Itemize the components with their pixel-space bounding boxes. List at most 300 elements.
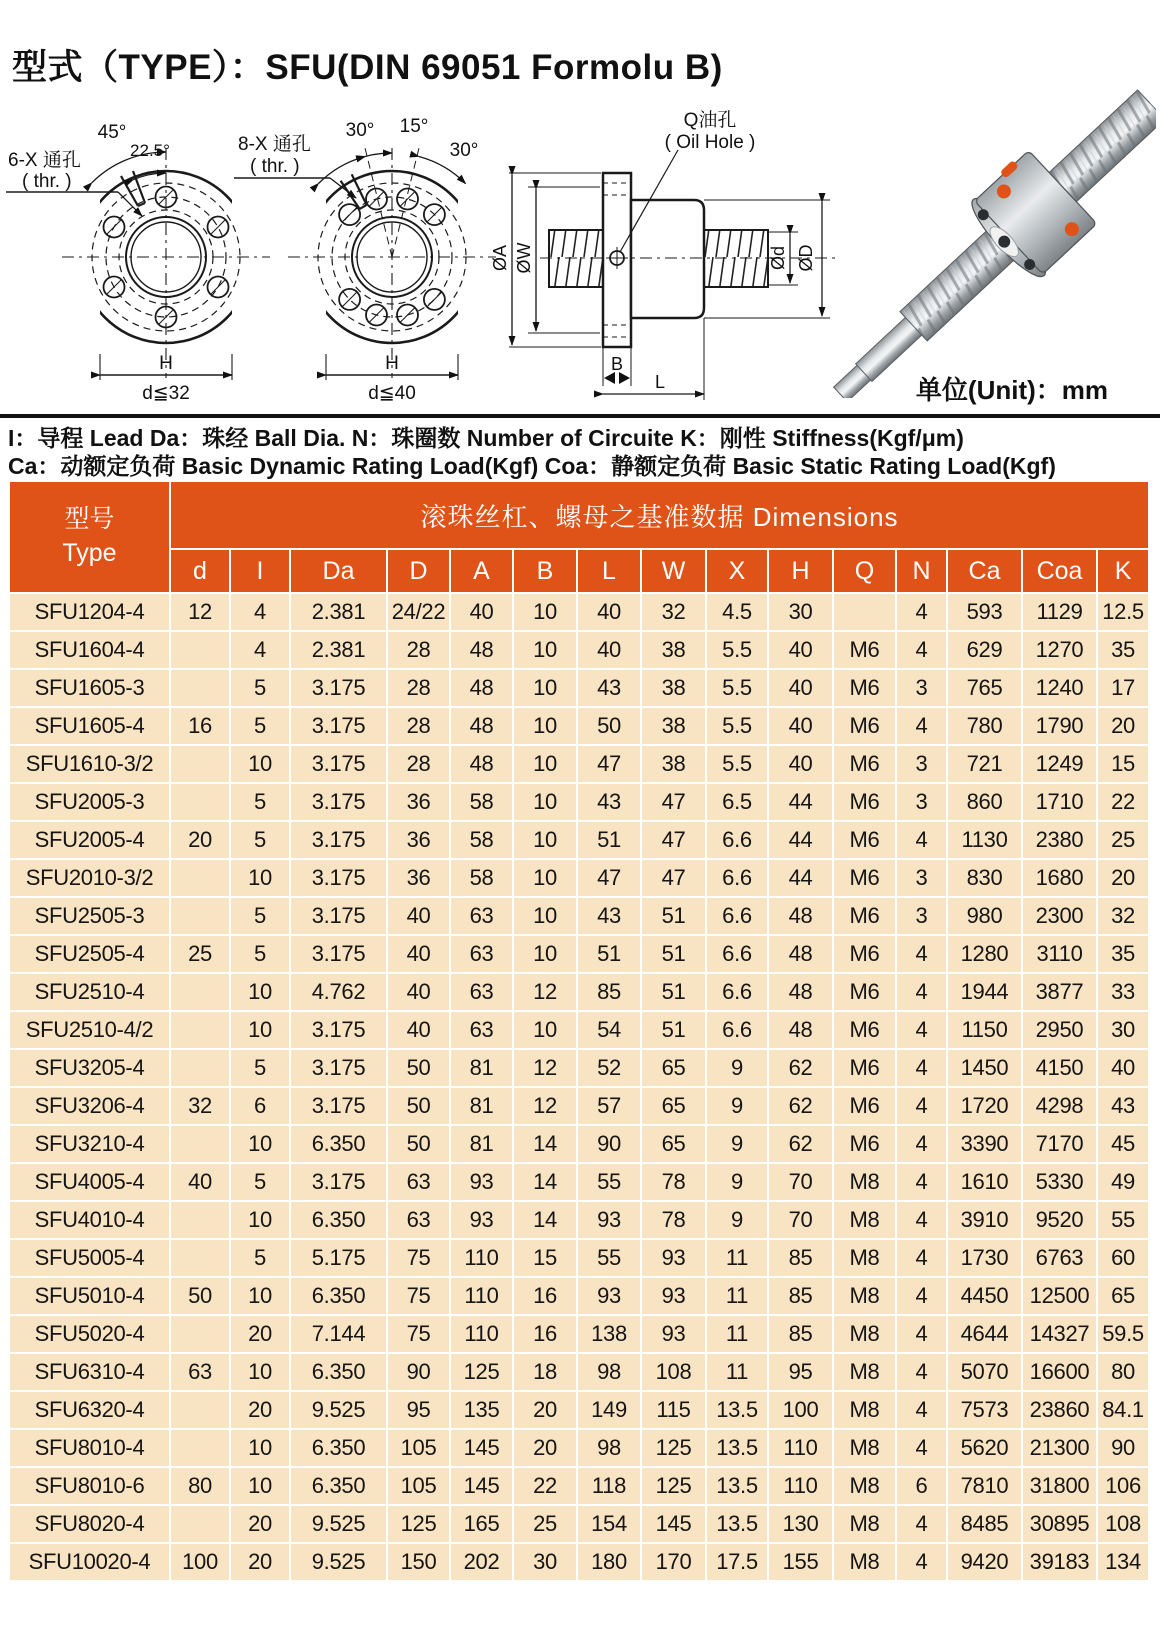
model-cell: SFU5005-4	[10, 1240, 171, 1278]
value-cell: 125	[451, 1354, 514, 1392]
value-cell: 5.5	[707, 708, 769, 746]
value-cell: 11	[707, 1240, 769, 1278]
flange-8hole-drawing	[234, 148, 496, 380]
model-cell: SFU1605-4	[10, 708, 171, 746]
value-cell: 24/22	[388, 594, 451, 632]
value-cell: 43	[1098, 1088, 1150, 1126]
d-cell	[171, 860, 231, 898]
value-cell: 5	[231, 708, 291, 746]
section-dim-l-label: L	[654, 372, 666, 392]
value-cell: 2300	[1023, 898, 1098, 936]
value-cell	[834, 594, 897, 632]
value-cell: 4	[897, 1240, 948, 1278]
value-cell: 4	[897, 594, 948, 632]
value-cell: 105	[388, 1430, 451, 1468]
table-row	[10, 1544, 1150, 1582]
value-cell: 85	[769, 1316, 834, 1354]
model-cell: SFU1610-3/2	[10, 746, 171, 784]
section-dim-a-label: ØA	[490, 244, 510, 272]
flange6-diameter-note: d≦32	[142, 383, 190, 404]
value-cell: 93	[642, 1316, 707, 1354]
value-cell: 2.381	[291, 632, 388, 670]
value-cell: M8	[834, 1430, 897, 1468]
value-cell: 55	[578, 1240, 642, 1278]
value-cell: 3.175	[291, 784, 388, 822]
value-cell: 43	[578, 898, 642, 936]
model-cell: SFU2505-4	[10, 936, 171, 974]
value-cell: 47	[578, 860, 642, 898]
value-cell: 7573	[948, 1392, 1023, 1430]
d-cell: 63	[171, 1354, 231, 1392]
model-cell: SFU2005-3	[10, 784, 171, 822]
value-cell: 30	[769, 594, 834, 632]
model-cell: SFU8010-6	[10, 1468, 171, 1506]
table-row	[10, 974, 1150, 1012]
value-cell: 2380	[1023, 822, 1098, 860]
value-cell: M8	[834, 1316, 897, 1354]
column-header-k: K	[1098, 550, 1150, 594]
d-cell: 12	[171, 594, 231, 632]
value-cell: 65	[642, 1126, 707, 1164]
column-header-a: A	[451, 550, 514, 594]
value-cell: 4	[897, 1316, 948, 1354]
value-cell: 20	[1098, 860, 1150, 898]
model-cell: SFU2505-3	[10, 898, 171, 936]
value-cell: 3	[897, 670, 948, 708]
value-cell: 11	[707, 1278, 769, 1316]
value-cell: 4	[897, 1278, 948, 1316]
value-cell: 12	[514, 974, 578, 1012]
value-cell: 1790	[1023, 708, 1098, 746]
value-cell: 3110	[1023, 936, 1098, 974]
value-cell: 170	[642, 1544, 707, 1582]
value-cell: 47	[642, 784, 707, 822]
value-cell: 51	[578, 822, 642, 860]
value-cell: 55	[1098, 1202, 1150, 1240]
value-cell: 155	[769, 1544, 834, 1582]
value-cell: 30	[1098, 1012, 1150, 1050]
column-header-d: d	[171, 550, 231, 594]
value-cell: 3.175	[291, 822, 388, 860]
value-cell: 6	[897, 1468, 948, 1506]
value-cell: 93	[642, 1240, 707, 1278]
value-cell: 55	[578, 1164, 642, 1202]
value-cell: 63	[451, 1012, 514, 1050]
value-cell: 165	[451, 1506, 514, 1544]
model-cell: SFU2005-4	[10, 822, 171, 860]
value-cell: 1150	[948, 1012, 1023, 1050]
model-cell: SFU1605-3	[10, 670, 171, 708]
value-cell: 70	[769, 1164, 834, 1202]
d-cell: 16	[171, 708, 231, 746]
value-cell: 43	[578, 670, 642, 708]
value-cell: 51	[642, 1012, 707, 1050]
value-cell: M6	[834, 860, 897, 898]
value-cell: 7170	[1023, 1126, 1098, 1164]
column-header-x: X	[707, 550, 769, 594]
value-cell: 3.175	[291, 1088, 388, 1126]
value-cell: 90	[578, 1126, 642, 1164]
value-cell: 106	[1098, 1468, 1150, 1506]
model-cell: SFU4005-4	[10, 1164, 171, 1202]
value-cell: 40	[769, 746, 834, 784]
value-cell: 1129	[1023, 594, 1098, 632]
value-cell: 6.6	[707, 898, 769, 936]
value-cell: 78	[642, 1202, 707, 1240]
value-cell: 70	[769, 1202, 834, 1240]
table-row	[10, 1126, 1150, 1164]
value-cell: 5	[231, 1240, 291, 1278]
value-cell: 3.175	[291, 670, 388, 708]
value-cell: 9520	[1023, 1202, 1098, 1240]
value-cell: 3.175	[291, 860, 388, 898]
value-cell: 629	[948, 632, 1023, 670]
value-cell: M8	[834, 1506, 897, 1544]
value-cell: 4150	[1023, 1050, 1098, 1088]
model-cell: SFU10020-4	[10, 1544, 171, 1582]
value-cell: 5620	[948, 1430, 1023, 1468]
value-cell: 3390	[948, 1126, 1023, 1164]
value-cell: 105	[388, 1468, 451, 1506]
value-cell: 3910	[948, 1202, 1023, 1240]
value-cell: 20	[514, 1430, 578, 1468]
value-cell: 48	[769, 936, 834, 974]
value-cell: 50	[578, 708, 642, 746]
value-cell: 6	[231, 1088, 291, 1126]
value-cell: 4.5	[707, 594, 769, 632]
value-cell: 1280	[948, 936, 1023, 974]
value-cell: 98	[578, 1430, 642, 1468]
value-cell: 44	[769, 784, 834, 822]
value-cell: 10	[231, 974, 291, 1012]
divider	[0, 414, 1160, 418]
value-cell: 110	[451, 1316, 514, 1354]
value-cell: 10	[514, 594, 578, 632]
value-cell: 5.5	[707, 670, 769, 708]
value-cell: 4	[897, 936, 948, 974]
value-cell: 38	[642, 708, 707, 746]
column-letters-row	[10, 550, 1150, 594]
section-dim-d-small-label: Ød	[768, 245, 788, 271]
value-cell: 108	[1098, 1506, 1150, 1544]
value-cell: M8	[834, 1392, 897, 1430]
value-cell: 75	[388, 1316, 451, 1354]
value-cell: 145	[451, 1430, 514, 1468]
flange6-callout-sub-label: ( thr. )	[22, 171, 72, 192]
model-cell: SFU1204-4	[10, 594, 171, 632]
model-cell: SFU1604-4	[10, 632, 171, 670]
value-cell: 6.350	[291, 1354, 388, 1392]
value-cell: 125	[642, 1430, 707, 1468]
value-cell: 4	[897, 1544, 948, 1582]
value-cell: 18	[514, 1354, 578, 1392]
value-cell: 13.5	[707, 1506, 769, 1544]
value-cell: 765	[948, 670, 1023, 708]
value-cell: 40	[578, 594, 642, 632]
value-cell: 93	[642, 1278, 707, 1316]
value-cell: 52	[578, 1050, 642, 1088]
value-cell: 1730	[948, 1240, 1023, 1278]
value-cell: 1710	[1023, 784, 1098, 822]
value-cell: 48	[451, 670, 514, 708]
d-cell: 40	[171, 1164, 231, 1202]
ballscrew-photo	[804, 86, 1160, 406]
value-cell: 57	[578, 1088, 642, 1126]
value-cell: 85	[769, 1240, 834, 1278]
value-cell: M6	[834, 898, 897, 936]
value-cell: 202	[451, 1544, 514, 1582]
value-cell: 78	[642, 1164, 707, 1202]
value-cell: 150	[388, 1544, 451, 1582]
value-cell: 9	[707, 1202, 769, 1240]
d-cell	[171, 1012, 231, 1050]
value-cell: 110	[451, 1278, 514, 1316]
value-cell: 9	[707, 1088, 769, 1126]
value-cell: 38	[642, 670, 707, 708]
dimensions-table	[10, 482, 1150, 1582]
value-cell: 4	[897, 1088, 948, 1126]
value-cell: 65	[642, 1050, 707, 1088]
value-cell: 12	[514, 1050, 578, 1088]
value-cell: 93	[451, 1164, 514, 1202]
value-cell: 35	[1098, 632, 1150, 670]
value-cell: 5	[231, 1050, 291, 1088]
value-cell: 28	[388, 746, 451, 784]
value-cell: 6.5	[707, 784, 769, 822]
value-cell: M8	[834, 1278, 897, 1316]
flange8-angle-right-label: 30°	[449, 140, 479, 161]
value-cell: 43	[578, 784, 642, 822]
value-cell: 40	[388, 936, 451, 974]
value-cell: 10	[514, 670, 578, 708]
section-dim-b-label: B	[610, 354, 624, 374]
value-cell: 25	[514, 1506, 578, 1544]
value-cell: 4.762	[291, 974, 388, 1012]
value-cell: 2950	[1023, 1012, 1098, 1050]
value-cell: 13.5	[707, 1430, 769, 1468]
value-cell: 6.350	[291, 1468, 388, 1506]
value-cell: 4	[231, 632, 291, 670]
column-header-da: Da	[291, 550, 388, 594]
d-cell	[171, 1506, 231, 1544]
value-cell: 28	[388, 708, 451, 746]
value-cell: 32	[1098, 898, 1150, 936]
value-cell: 1680	[1023, 860, 1098, 898]
d-cell	[171, 1392, 231, 1430]
value-cell: M6	[834, 936, 897, 974]
value-cell: 63	[451, 898, 514, 936]
value-cell: 4298	[1023, 1088, 1098, 1126]
value-cell: 4	[897, 1506, 948, 1544]
table-row	[10, 594, 1150, 632]
type-column-header	[10, 482, 171, 594]
value-cell: 85	[769, 1278, 834, 1316]
value-cell: 154	[578, 1506, 642, 1544]
value-cell: 1450	[948, 1050, 1023, 1088]
value-cell: 3.175	[291, 746, 388, 784]
value-cell: M6	[834, 1126, 897, 1164]
unit-label: 单位(Unit)：mm	[915, 375, 1108, 405]
value-cell: 10	[514, 860, 578, 898]
value-cell: 10	[231, 746, 291, 784]
value-cell: 98	[578, 1354, 642, 1392]
table-row	[10, 1164, 1150, 1202]
table-row	[10, 746, 1150, 784]
model-cell: SFU2510-4/2	[10, 1012, 171, 1050]
value-cell: 28	[388, 632, 451, 670]
flange8-diameter-note: d≦40	[368, 383, 416, 404]
value-cell: 1610	[948, 1164, 1023, 1202]
type-column-header-en: Type	[62, 539, 117, 567]
value-cell: 12500	[1023, 1278, 1098, 1316]
model-cell: SFU3206-4	[10, 1088, 171, 1126]
value-cell: 5330	[1023, 1164, 1098, 1202]
value-cell: 860	[948, 784, 1023, 822]
table-row	[10, 1202, 1150, 1240]
value-cell: 10	[514, 746, 578, 784]
technical-drawings	[0, 86, 1160, 406]
value-cell: 47	[642, 860, 707, 898]
value-cell: 5	[231, 784, 291, 822]
value-cell: 22	[1098, 784, 1150, 822]
value-cell: 93	[451, 1202, 514, 1240]
value-cell: 15	[1098, 746, 1150, 784]
value-cell: 14	[514, 1164, 578, 1202]
table-row	[10, 860, 1150, 898]
value-cell: 50	[388, 1050, 451, 1088]
value-cell: 62	[769, 1126, 834, 1164]
column-header-ca: Ca	[948, 550, 1023, 594]
value-cell: 40	[388, 898, 451, 936]
value-cell: 5070	[948, 1354, 1023, 1392]
table-body	[10, 594, 1150, 1582]
value-cell: 15	[514, 1240, 578, 1278]
value-cell: M6	[834, 974, 897, 1012]
value-cell: 3877	[1023, 974, 1098, 1012]
value-cell: 134	[1098, 1544, 1150, 1582]
model-cell: SFU3210-4	[10, 1126, 171, 1164]
value-cell: 3	[897, 784, 948, 822]
value-cell: 6.6	[707, 860, 769, 898]
value-cell: 108	[642, 1354, 707, 1392]
value-cell: 54	[578, 1012, 642, 1050]
value-cell: 118	[578, 1468, 642, 1506]
value-cell: 6763	[1023, 1240, 1098, 1278]
column-header-w: W	[642, 550, 707, 594]
value-cell: 48	[769, 898, 834, 936]
d-cell: 20	[171, 822, 231, 860]
value-cell: 3.175	[291, 936, 388, 974]
d-cell	[171, 1126, 231, 1164]
table-row	[10, 822, 1150, 860]
value-cell: 75	[388, 1240, 451, 1278]
value-cell: 20	[514, 1392, 578, 1430]
value-cell: 4	[897, 974, 948, 1012]
value-cell: 4	[897, 632, 948, 670]
value-cell: 780	[948, 708, 1023, 746]
table-row	[10, 1278, 1150, 1316]
value-cell: 14	[514, 1126, 578, 1164]
flange8-width-label: H	[385, 353, 399, 374]
value-cell: 20	[1098, 708, 1150, 746]
value-cell: 20	[231, 1506, 291, 1544]
value-cell: 60	[1098, 1240, 1150, 1278]
section-dim-w-label: ØW	[514, 242, 534, 274]
section-oil-callout-sub-label: ( Oil Hole )	[664, 132, 756, 153]
table-row	[10, 670, 1150, 708]
value-cell: 50	[388, 1126, 451, 1164]
value-cell: 40	[769, 708, 834, 746]
value-cell: 7.144	[291, 1316, 388, 1354]
value-cell: 3.175	[291, 1012, 388, 1050]
value-cell: 16600	[1023, 1354, 1098, 1392]
model-cell: SFU5020-4	[10, 1316, 171, 1354]
value-cell: 40	[1098, 1050, 1150, 1088]
legend	[8, 424, 1158, 480]
d-cell	[171, 670, 231, 708]
value-cell: 58	[451, 784, 514, 822]
value-cell: 3.175	[291, 708, 388, 746]
d-cell	[171, 1050, 231, 1088]
column-header-n: N	[897, 550, 948, 594]
value-cell: 65	[1098, 1278, 1150, 1316]
value-cell: 36	[388, 860, 451, 898]
legend-line-1: I：导程 Lead Da：珠经 Ball Dia. N：珠圈数 Number of Circuite K：刚性 Stiffness(Kgf/μm)	[8, 425, 964, 451]
value-cell: 10	[231, 1012, 291, 1050]
value-cell: 110	[769, 1430, 834, 1468]
value-cell: 35	[1098, 936, 1150, 974]
table-row	[10, 632, 1150, 670]
value-cell: M6	[834, 632, 897, 670]
value-cell: 4	[897, 1202, 948, 1240]
column-header-d: D	[388, 550, 451, 594]
value-cell: 4	[897, 1126, 948, 1164]
value-cell: 39183	[1023, 1544, 1098, 1582]
value-cell: 138	[578, 1316, 642, 1354]
model-cell: SFU5010-4	[10, 1278, 171, 1316]
value-cell: 20	[231, 1544, 291, 1582]
value-cell: 4	[231, 594, 291, 632]
value-cell: 85	[578, 974, 642, 1012]
d-cell	[171, 1316, 231, 1354]
value-cell: 33	[1098, 974, 1150, 1012]
value-cell: 30895	[1023, 1506, 1098, 1544]
value-cell: 9	[707, 1050, 769, 1088]
value-cell: 5.175	[291, 1240, 388, 1278]
value-cell: 63	[388, 1164, 451, 1202]
value-cell: 20	[231, 1316, 291, 1354]
value-cell: 10	[231, 1430, 291, 1468]
value-cell: 58	[451, 860, 514, 898]
value-cell: 40	[769, 670, 834, 708]
value-cell: 125	[388, 1506, 451, 1544]
value-cell: 17	[1098, 670, 1150, 708]
value-cell: 13.5	[707, 1392, 769, 1430]
value-cell: 58	[451, 822, 514, 860]
value-cell: 38	[642, 632, 707, 670]
value-cell: 4	[897, 1430, 948, 1468]
value-cell: 149	[578, 1392, 642, 1430]
value-cell: 10	[231, 1126, 291, 1164]
value-cell: 10	[514, 822, 578, 860]
value-cell: 12.5	[1098, 594, 1150, 632]
value-cell: M6	[834, 670, 897, 708]
value-cell: 10	[514, 632, 578, 670]
value-cell: 23860	[1023, 1392, 1098, 1430]
value-cell: M8	[834, 1354, 897, 1392]
value-cell: 4	[897, 1050, 948, 1088]
value-cell: 51	[642, 898, 707, 936]
